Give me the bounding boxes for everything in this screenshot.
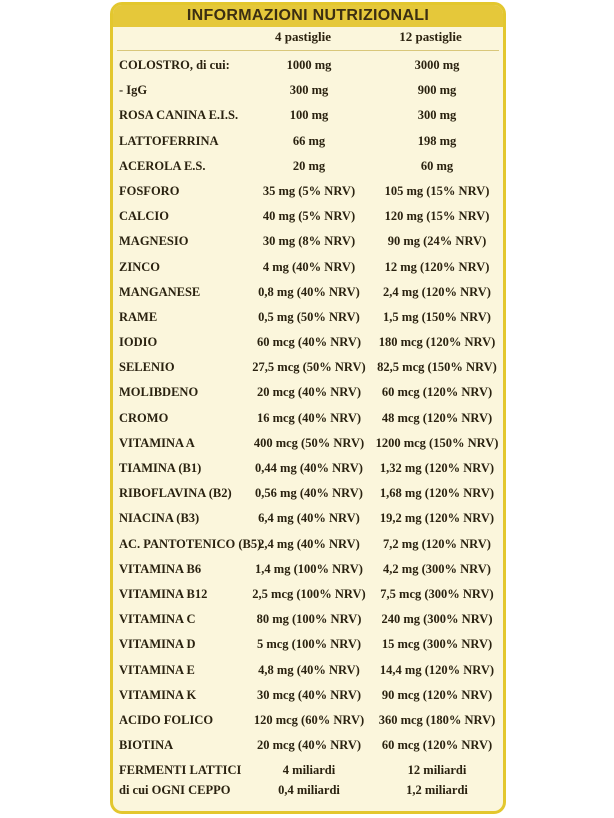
value-12-pastiglie: 48 mcg (120% NRV)	[381, 410, 493, 425]
value-4-pastiglie: 0,8 mg (40% NRV)	[258, 284, 360, 299]
nutrient-name: CALCIO	[119, 209, 170, 224]
value-4-pastiglie: 1,4 mg (100% NRV)	[255, 561, 363, 576]
table-row	[113, 582, 503, 607]
nutrient-name: AC. PANTOTENICO (B5)	[119, 536, 262, 551]
value-4-pastiglie: 100 mg	[289, 108, 329, 123]
value-12-pastiglie: 1,5 mg (150% NRV)	[383, 309, 491, 324]
header-divider	[117, 50, 499, 51]
nutrient-name: FOSFORO	[119, 183, 180, 198]
nutrient-name: VITAMINA A	[119, 435, 195, 450]
table-row	[113, 204, 503, 229]
table-row	[113, 53, 503, 78]
value-12-pastiglie: 60 mg	[420, 158, 454, 173]
column-header-4-pastiglie: 4 pastiglie	[275, 29, 331, 44]
nutrient-name: FERMENTI LATTICI	[119, 763, 242, 778]
value-4-pastiglie: 120 mcg (60% NRV)	[253, 712, 365, 727]
value-12-pastiglie: 3000 mg	[414, 58, 460, 72]
nutrient-name: VITAMINA B6	[119, 561, 202, 576]
table-row	[113, 103, 503, 128]
value-12-pastiglie: 7,5 mcg (300% NRV)	[380, 586, 494, 601]
table-row	[113, 778, 503, 798]
value-4-pastiglie: 20 mcg (40% NRV)	[256, 385, 362, 400]
nutrient-name: MOLIBDENO	[119, 385, 199, 400]
value-4-pastiglie: 0,5 mg (50% NRV)	[258, 309, 360, 324]
value-12-pastiglie: 12 mg (120% NRV)	[384, 259, 490, 274]
table-row	[113, 330, 503, 355]
value-4-pastiglie: 80 mg (100% NRV)	[256, 612, 362, 627]
value-12-pastiglie: 7,2 mg (120% NRV)	[383, 536, 491, 551]
value-4-pastiglie: 30 mcg (40% NRV)	[256, 687, 362, 702]
value-12-pastiglie: 198 mg	[417, 133, 457, 148]
table-row	[113, 355, 503, 380]
table-row	[113, 733, 503, 758]
table-row	[113, 406, 503, 431]
nutrient-name: VITAMINA E	[119, 662, 195, 677]
value-12-pastiglie: 60 mcg (120% NRV)	[381, 738, 493, 753]
table-row	[113, 154, 503, 179]
nutrient-name: IODIO	[119, 335, 158, 350]
value-12-pastiglie: 1,2 miliardi	[406, 783, 468, 798]
value-4-pastiglie: 30 mg (8% NRV)	[262, 234, 356, 249]
nutrient-name: SELENIO	[119, 360, 175, 375]
value-12-pastiglie: 12 miliardi	[407, 763, 467, 778]
table-row	[113, 532, 503, 557]
nutrient-name: COLOSTRO, di cui:	[119, 58, 230, 72]
nutrient-name: ROSA CANINA E.I.S.	[119, 108, 239, 123]
panel-title: INFORMAZIONI NUTRIZIONALI	[186, 7, 430, 24]
value-12-pastiglie: 82,5 mcg (150% NRV)	[377, 360, 497, 375]
value-4-pastiglie: 0,4 miliardi	[278, 783, 340, 798]
nutrient-name: ACIDO FOLICO	[119, 712, 214, 727]
nutrient-name: RIBOFLAVINA (B2)	[119, 486, 232, 501]
nutrient-name: MANGANESE	[119, 284, 201, 299]
value-4-pastiglie: 2,5 mcg (100% NRV)	[252, 586, 366, 601]
nutrient-name: VITAMINA D	[119, 637, 196, 652]
value-12-pastiglie: 2,4 mg (120% NRV)	[383, 284, 491, 299]
value-12-pastiglie: 1200 mcg (150% NRV)	[375, 435, 499, 450]
table-row	[113, 129, 503, 154]
table-row	[113, 658, 503, 683]
value-4-pastiglie: 20 mg	[292, 158, 326, 173]
nutrient-name: BIOTINA	[119, 738, 174, 753]
table-row	[113, 229, 503, 254]
value-4-pastiglie: 4 miliardi	[282, 763, 336, 778]
table-row	[113, 481, 503, 506]
nutrient-name: CROMO	[119, 410, 169, 425]
table-row	[113, 708, 503, 733]
value-12-pastiglie: 105 mg (15% NRV)	[384, 183, 490, 198]
nutrient-name: TIAMINA (B1)	[119, 461, 202, 475]
value-12-pastiglie: 900 mg	[417, 83, 457, 98]
value-12-pastiglie: 240 mg (300% NRV)	[381, 612, 493, 627]
value-12-pastiglie: 4,2 mg (300% NRV)	[383, 561, 491, 576]
table-row	[113, 456, 503, 481]
table-row	[113, 78, 503, 103]
value-4-pastiglie: 16 mcg (40% NRV)	[256, 410, 362, 425]
value-4-pastiglie: 5 mcg (100% NRV)	[256, 637, 362, 652]
nutrient-name: VITAMINA B12	[119, 586, 208, 601]
value-12-pastiglie: 15 mcg (300% NRV)	[381, 637, 493, 652]
value-4-pastiglie: 35 mg (5% NRV)	[262, 183, 356, 198]
nutrient-name: ACEROLA E.S.	[119, 158, 206, 173]
value-12-pastiglie: 300 mg	[417, 108, 457, 123]
value-4-pastiglie: 400 mcg (50% NRV)	[253, 435, 365, 450]
nutrient-name: di cui OGNI CEPPO	[119, 783, 231, 798]
value-4-pastiglie: 66 mg	[292, 133, 326, 148]
value-12-pastiglie: 1,32 mg (120% NRV)	[379, 461, 495, 475]
table-row	[113, 506, 503, 531]
nutrient-name: VITAMINA K	[119, 687, 197, 702]
table-row	[113, 431, 503, 456]
value-12-pastiglie: 14,4 mg (120% NRV)	[379, 662, 495, 677]
nutrient-name: LATTOFERRINA	[119, 133, 219, 148]
column-header-12-pastiglie: 12 pastiglie	[399, 29, 462, 44]
value-12-pastiglie: 1,68 mg (120% NRV)	[379, 486, 495, 501]
value-12-pastiglie: 90 mcg (120% NRV)	[381, 687, 493, 702]
value-12-pastiglie: 360 mcg (180% NRV)	[378, 712, 496, 727]
value-4-pastiglie: 300 mg	[289, 83, 329, 98]
value-12-pastiglie: 60 mcg (120% NRV)	[381, 385, 493, 400]
nutrient-name: - IgG	[119, 83, 148, 98]
table-row	[113, 280, 503, 305]
value-12-pastiglie: 180 mcg (120% NRV)	[378, 335, 496, 350]
table-row	[113, 179, 503, 204]
table-row	[113, 632, 503, 657]
value-4-pastiglie: 1000 mg	[286, 58, 332, 72]
nutrient-name: VITAMINA C	[119, 612, 196, 627]
value-4-pastiglie: 0,56 mg (40% NRV)	[255, 486, 363, 501]
value-4-pastiglie: 6,4 mg (40% NRV)	[258, 511, 360, 526]
value-4-pastiglie: 4,8 mg (40% NRV)	[258, 662, 360, 677]
nutrient-name: MAGNESIO	[119, 234, 189, 249]
table-row	[113, 683, 503, 708]
table-row	[113, 305, 503, 330]
value-4-pastiglie: 60 mcg (40% NRV)	[256, 335, 362, 350]
value-4-pastiglie: 40 mg (5% NRV)	[262, 209, 356, 224]
value-4-pastiglie: 20 mcg (40% NRV)	[256, 738, 362, 753]
value-12-pastiglie: 19,2 mg (120% NRV)	[379, 511, 495, 526]
table-row	[113, 758, 503, 778]
table-row	[113, 607, 503, 632]
table-row	[113, 380, 503, 405]
value-4-pastiglie: 27,5 mcg (50% NRV)	[252, 360, 366, 375]
value-4-pastiglie: 4 mg (40% NRV)	[262, 259, 356, 274]
value-4-pastiglie: 2,4 mg (40% NRV)	[258, 536, 360, 551]
nutrient-name: RAME	[119, 309, 158, 324]
value-12-pastiglie: 120 mg (15% NRV)	[384, 209, 490, 224]
nutrition-panel	[110, 2, 506, 814]
nutrient-name: ZINCO	[119, 259, 160, 274]
table-row	[113, 255, 503, 280]
value-12-pastiglie: 90 mg (24% NRV)	[387, 234, 487, 249]
nutrient-table	[113, 53, 503, 798]
value-4-pastiglie: 0,44 mg (40% NRV)	[255, 461, 363, 475]
table-row	[113, 557, 503, 582]
nutrient-name: NIACINA (B3)	[119, 511, 200, 526]
